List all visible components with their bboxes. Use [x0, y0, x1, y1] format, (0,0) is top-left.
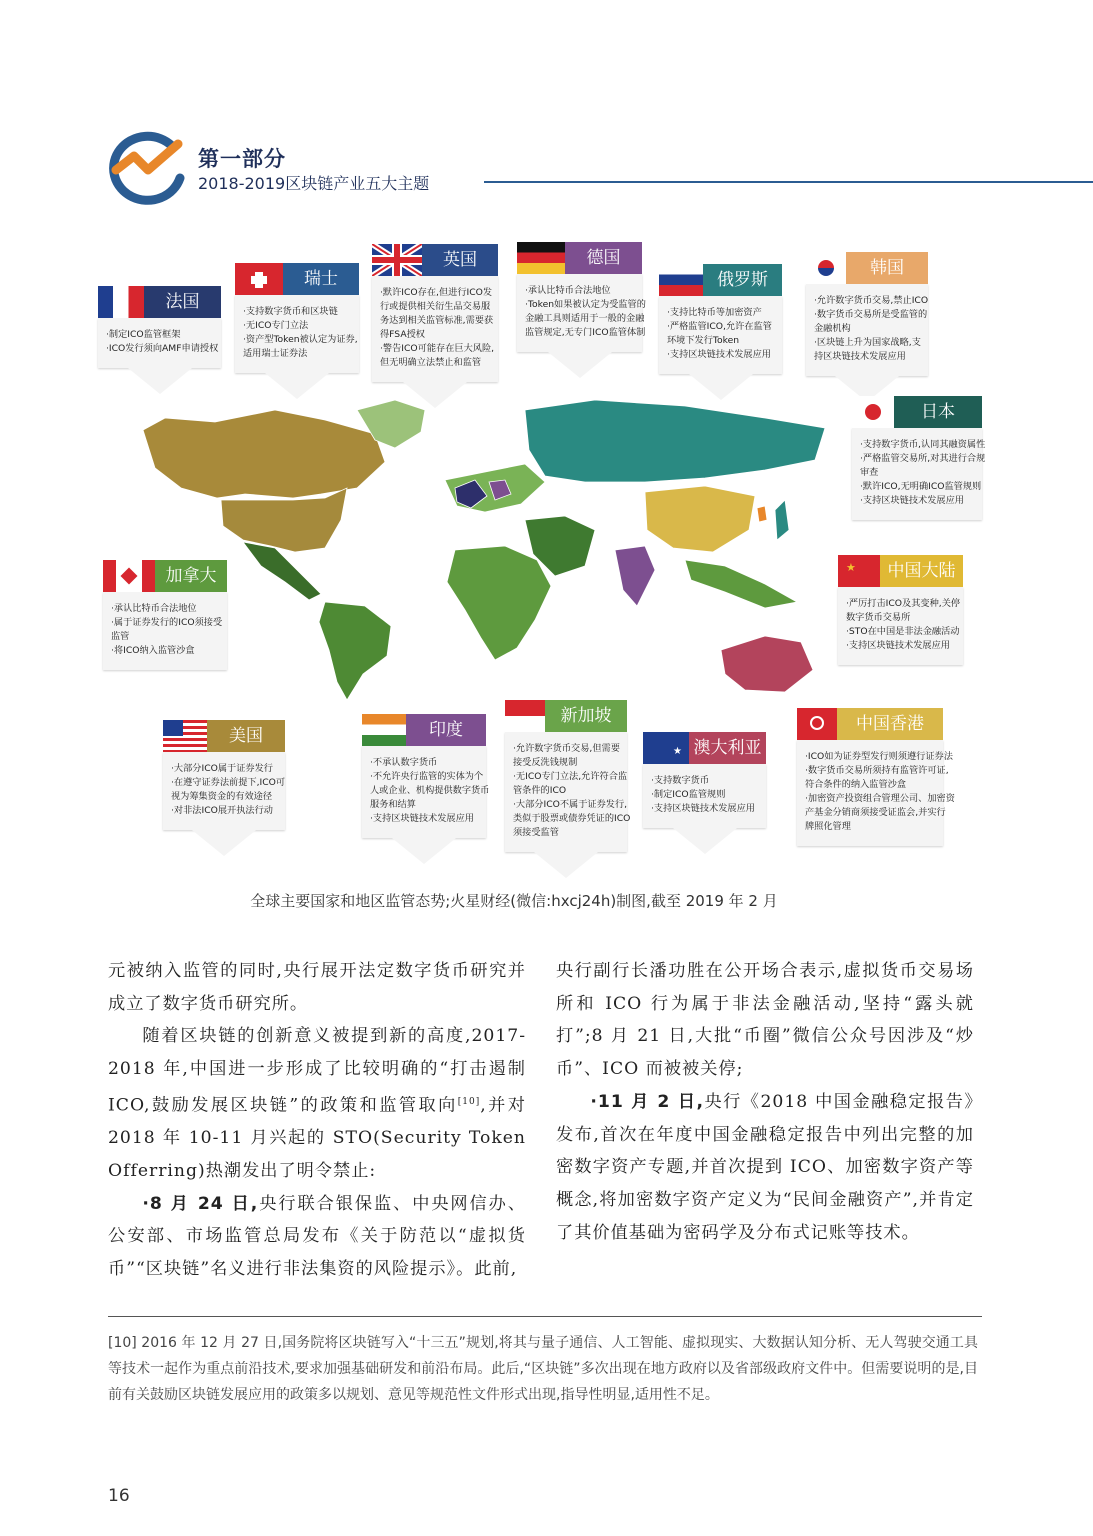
card-canada — [103, 566, 227, 670]
section-title: 第一部分 — [198, 147, 286, 171]
footnote: [10] 2016 年 12 月 27 日,国务院将区块链写入“十三五”规划,将其与量子通信、人工智能、虚拟现实、大数据认知分析、无人驾驶交通工具等技术一起作为重点前沿技术,要求加强基础研发和前沿布局。此后,“区块链”多次出现在地方政府以及省部级政府文件中。但需要说明的是,目前有关鼓励区块链发展应用的政策多以规划、意见等规范性文件形式出现,指导性明显,适用性不足。 — [108, 1335, 978, 1403]
flag-india-icon — [362, 714, 406, 746]
card-canada-body: ·承认比特币合法地位 ·属于证券发行的ICO须接受 监管 ·将ICO纳入监管沙盒 — [111, 603, 223, 656]
body-column-right — [556, 955, 974, 1249]
card-korea-title: 韩国 — [846, 252, 928, 284]
card-russia-body: ·支持比特币等加密资产 ·严格监管ICO,允许在监管 环境下发行Token ·支持区块链技术发展应用 — [667, 307, 772, 360]
paragraph: 央行副行长潘功胜在公开场合表示,虚拟货币交易场所和 ICO 行为属于非法金融活动,坚持“露头就打”;8 月 21 日,大批“币圈”微信公众号因涉及“炒币”、ICO 而被被关停; — [556, 961, 974, 1080]
paragraph: ·11 月 2 日,央行《2018 中国金融稳定报告》发布,首次在年度中国金融稳定报告中列出完整的加密数字资产专题,并首次提到 ICO、加密数字资产等概念,将加密数字资产定义为“民间金融资产”,并肯定了其价值基础为密码学及分布式记账等技术。 — [556, 1091, 974, 1243]
flag-australia-icon: ★ — [643, 732, 689, 764]
map-southeast-asia — [685, 560, 797, 608]
card-uk-body: ·默许ICO存在,但进行ICO发 行或提供相关衍生品交易服 务达到相关监管标准,需要获 得FSA授权 ·警告ICO可能存在巨大风险, 但无明确立法禁止和监管 — [380, 287, 495, 368]
map-africa — [447, 546, 551, 660]
figure-caption: 全球主要国家和地区监管态势;火星财经(微信:hxcj24h)制图,截至 2019 年 2 月 — [250, 892, 778, 910]
section-subtitle: 2018-2019区块链产业五大主题 — [198, 174, 430, 193]
flag-hongkong-icon — [797, 708, 837, 740]
paragraph: 元被纳入监管的同时,央行展开法定数字货币研究并成立了数字货币研究所。 — [108, 961, 526, 1014]
card-japan-body: ·支持数字货币,认同其融资属性 ·严格监管交易所,对其进行合规 审查 ·默许ICO,无明确ICO监管规则 ·支持区块链技术发展应用 — [860, 439, 986, 506]
card-usa-body: ·大部分ICO属于证券发行 ·在遵守证券法前提下,ICO可 视为筹集资金的有效途径 ·对非法ICO展开执法行动 — [171, 763, 286, 816]
map-korea — [757, 506, 767, 522]
card-switzerland-body: ·支持数字货币和区块链 ·无ICO专门立法 ·资产型Token被认定为证券, 适用瑞士证券法 — [243, 306, 358, 359]
card-switzerland — [235, 269, 359, 373]
card-hongkong — [797, 714, 955, 846]
card-switzerland-title: 瑞士 — [283, 263, 359, 295]
map-india — [615, 546, 655, 606]
card-korea — [806, 258, 929, 376]
card-france — [98, 292, 221, 368]
page-number: 16 — [108, 1486, 130, 1506]
card-germany-title: 德国 — [565, 242, 642, 274]
card-japan — [852, 402, 986, 520]
map-japan — [775, 500, 789, 540]
footnote-ref[interactable]: [10] — [457, 1096, 481, 1107]
card-singapore-body: ·允许数字货币交易,但需要 接受反洗钱规制 ·无ICO专门立法,允许符合监 管条件的ICO ·大部分ICO不属于证券发行, 类似于股票或债券凭证的ICO 须接受监管 — [513, 743, 631, 838]
flag-uk-icon — [372, 244, 422, 276]
card-uk-title: 英国 — [422, 244, 498, 276]
flag-russia-icon — [659, 264, 703, 296]
paragraph: ·8 月 24 日,央行联合银保监、中央网信办、公安部、市场监管总局发布《关于防范以“虚拟货币”“区块链”名义进行非法集资的风险提示》。此前, — [108, 1193, 526, 1280]
card-india — [362, 720, 490, 838]
map-australia — [721, 636, 813, 692]
card-france-body: ·制定ICO监管框架 ·ICO发行须向AMF申请授权 — [106, 329, 219, 354]
card-russia-title: 俄罗斯 — [703, 264, 782, 296]
card-canada-title: 加拿大 — [155, 560, 227, 592]
card-singapore — [505, 706, 631, 852]
map-canada — [143, 410, 385, 498]
flag-switzerland-icon — [235, 263, 283, 295]
flag-japan-icon — [852, 396, 894, 428]
card-singapore-title: 新加坡 — [545, 700, 627, 732]
card-mainland-body: ·严厉打击ICO及其变种,关停 数字货币交易所 ·STO在中国是非法金融活动 ·支持区块链技术发展应用 — [846, 598, 961, 651]
map-south-america — [319, 602, 391, 700]
card-russia — [659, 270, 782, 374]
card-india-title: 印度 — [406, 714, 486, 746]
flag-canada-icon — [103, 560, 155, 592]
card-australia-body: ·支持数字货币 ·制定ICO监管规则 ·支持区块链技术发展应用 — [651, 775, 755, 814]
card-uk — [372, 250, 498, 382]
flag-korea-icon — [806, 252, 846, 284]
flag-singapore-icon — [505, 700, 545, 732]
flag-usa-icon — [163, 720, 207, 752]
flag-france-icon — [98, 286, 144, 318]
footnote-rule — [108, 1316, 982, 1317]
card-hongkong-title: 中国香港 — [837, 708, 943, 740]
card-japan-title: 日本 — [894, 396, 982, 428]
card-mainland-title: 中国大陆 — [880, 555, 963, 587]
card-australia — [643, 738, 766, 828]
map-mexico-central — [243, 542, 321, 600]
world-map — [125, 370, 845, 700]
map-russia — [525, 400, 825, 482]
card-germany — [517, 248, 646, 352]
card-germany-body: ·承认比特币合法地位 ·Token如果被认定为受监管的 金融工具则适用于一般的金融 监管规定,无专门ICO监管体制 — [525, 285, 646, 338]
card-india-body: ·不承认数字货币 ·不允许央行监管的实体为个 人或企业、机构提供数字货币 服务和结算 ·支持区块链技术发展应用 — [370, 757, 490, 824]
body-column-left — [108, 955, 526, 1286]
card-australia-title: 澳大利亚 — [689, 732, 766, 764]
card-korea-body: ·允许数字货币交易,禁止ICO ·数字货币交易所是受监管的 金融机构 ·区块链上升为国家战略,支 持区块链技术发展应用 — [814, 295, 929, 362]
map-china — [645, 486, 755, 552]
card-usa — [163, 726, 286, 830]
flag-germany-icon — [517, 242, 565, 274]
flag-china-icon: ★ — [838, 555, 880, 587]
card-mainland — [838, 561, 963, 665]
card-hongkong-body: ·ICO如为证券型发行则须遵行证券法 ·数字货币交易所须持有监管许可证, 符合条件的纳入监管沙盒 ·加密资产投资组合管理公司、加密资 产基金分销商须接受证监会,并实行 牌照化管理 — [805, 751, 955, 832]
paragraph: 随着区块链的创新意义被提到新的高度,2017-2018 年,中国进一步形成了比较明确的“打击遏制 ICO,鼓励发展区块链”的政策和监管取向[10],并对 2018 年 10-11 月兴起的 STO(Security Token Offerring)热潮发出了明令禁止: — [108, 1026, 526, 1181]
card-france-title: 法国 — [144, 286, 221, 318]
card-usa-title: 美国 — [207, 720, 285, 752]
